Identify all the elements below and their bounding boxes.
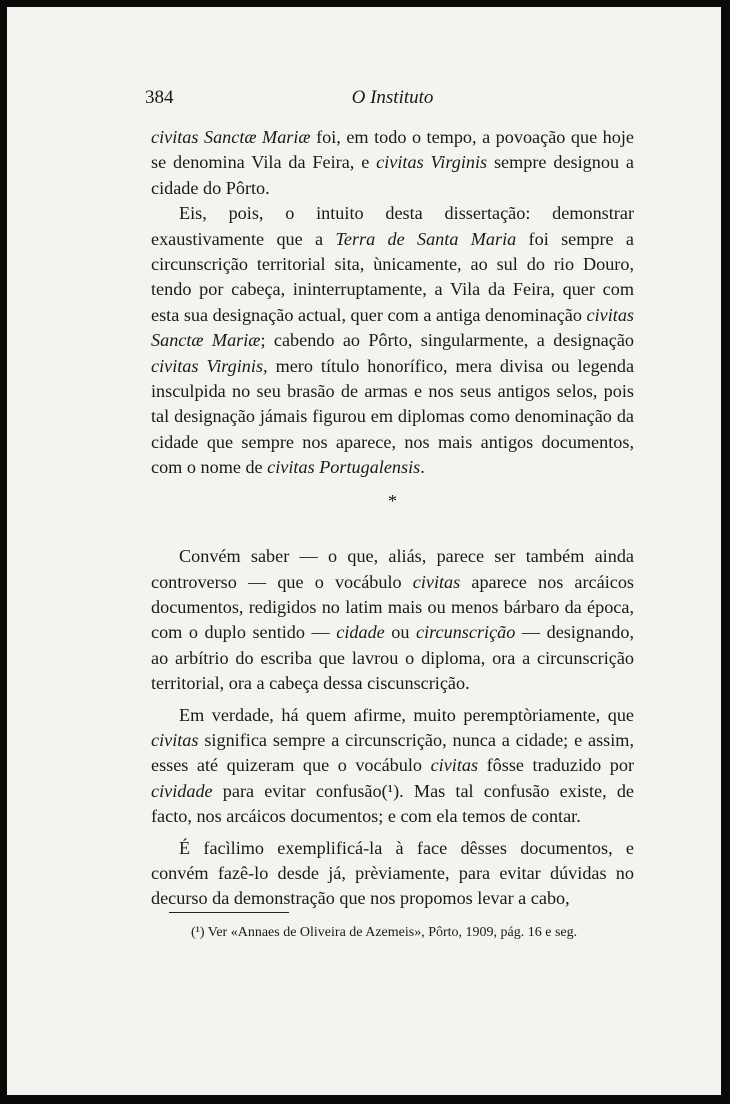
latin-term: civitas Sanctæ Mariæ — [151, 304, 634, 351]
text-run: — designando, ao arbítrio do escriba que lavrou o diploma, ora a circunscrição territorial, ora a cabeça dessa ciscunscrição. — [151, 622, 635, 694]
latin-term: civitas Virginis, — [151, 355, 268, 376]
latin-term: civitas Virginis — [376, 152, 488, 173]
paragraph-1 — [151, 125, 634, 201]
paragraph-3 — [151, 544, 634, 696]
footnote-text: Ver «Annaes de Oliveira de Azemeis», Pôrto, 1909, pág. 16 e seg. — [204, 925, 578, 940]
text-run: É facìlimo exemplificá-la à face dêsses documentos, e convém fazê-lo desde já, prèviamente, para evitar dúvidas no decurso da demonstração que nos propomos levar a cabo, — [151, 837, 634, 909]
body-text — [151, 125, 634, 912]
text-run: foi sempre a circunscrição territorial sita, ùnicamente, ao sul do rio Douro, tendo por cabeça, ininterruptamente, a Vila da Feira, quer com esta sua designação actual, quer com a antiga denominação — [151, 228, 634, 325]
paragraph-2 — [151, 201, 634, 480]
running-title: O Instituto — [351, 87, 434, 108]
latin-term: civitas Portugalensis — [267, 457, 421, 478]
latin-term: civitas Sanctæ Mariæ — [151, 127, 311, 147]
text-run: ou — [384, 622, 417, 643]
latin-term: civitas — [151, 729, 199, 750]
latin-term: civitas — [430, 755, 479, 776]
footnote-rule — [169, 912, 289, 913]
text-run: aparece nos arcáicos documentos, redigidos no latim mais ou menos bárbaro da época, com o duplo sentido — — [151, 571, 634, 643]
text-run: foi, em todo o tempo, a povoação que hoje se denomina Vila da Feira, e — [151, 127, 634, 173]
text-run: ; cabendo ao Pôrto, singularmente, a designação — [260, 330, 634, 351]
text-run: significa sempre a circunscrição, nunca a cidade; e assim, esses até quizeram que o vocábulo — [151, 729, 634, 776]
text-run: Eis, pois, o intuito desta dissertação: demonstrar exaustivamente que a — [151, 203, 634, 249]
text-run: . Mas tal confusão existe, de facto, nos arcáicos documentos; e com ela temos de contar. — [151, 780, 634, 827]
text-run: sempre designou a cidade do Pôrto. — [151, 152, 634, 198]
footnote-mark: (¹) — [191, 925, 205, 940]
paragraph-5 — [151, 836, 634, 912]
page-header — [145, 87, 634, 111]
italic-term: cividade — [151, 780, 213, 801]
text-run: fôsse traduzido por — [478, 755, 634, 776]
page-number: 384 — [145, 87, 174, 108]
footnote-reference: (¹) — [381, 780, 400, 801]
text-run: para evitar confusão — [212, 780, 382, 801]
text-run: mero título honorífico, mera divisa ou legenda insculpida no seu brasão de armas e nos seus antigos selos, pois tal designação jámais figurou em diplomas como denominação da cidade que sempre nos aparece, nos mais antigos documentos, com o nome de — [151, 355, 635, 478]
paragraph-4 — [151, 703, 634, 830]
book-page — [7, 7, 721, 1095]
section-separator: * — [388, 490, 397, 511]
text-run: Em verdade, há quem afirme, muito peremptòriamente, que — [179, 704, 634, 725]
latin-term: civitas — [412, 571, 461, 592]
text-run: Convém saber — o que, aliás, parece ser também ainda controverso — que o vocábulo — [151, 546, 634, 592]
italic-term: cidade — [336, 622, 385, 643]
latin-term: Terra de Santa Maria — [335, 228, 517, 249]
footnote — [191, 924, 651, 942]
italic-term: circunscrição — [416, 622, 516, 643]
text-run: . — [420, 457, 425, 478]
